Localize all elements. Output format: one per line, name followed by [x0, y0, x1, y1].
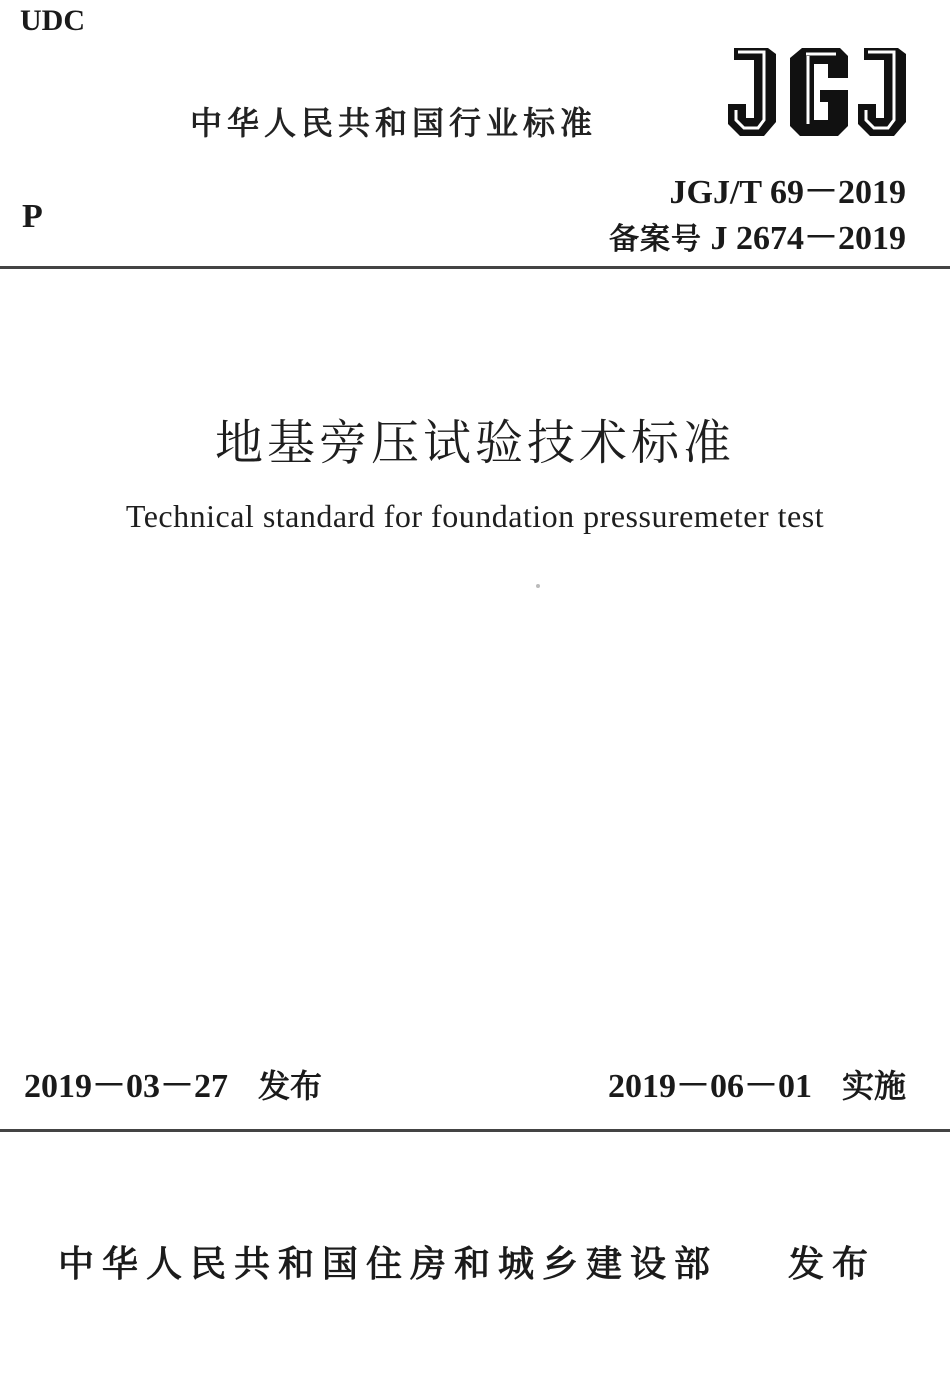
title-chinese: 地基旁压试验技术标准	[214, 417, 735, 470]
issue-label: 发布	[258, 1067, 323, 1105]
issuing-action: 发布	[788, 1244, 877, 1285]
standard-number: JGJ/T 69－2019	[669, 174, 906, 211]
implement-label: 实施	[841, 1067, 906, 1105]
filing-label: 备案号	[609, 222, 702, 257]
issue-date-block	[24, 1058, 322, 1107]
title-english: Technical standard for foundation pressuremeter test	[125, 498, 825, 534]
category-code: P	[22, 198, 43, 235]
jgj-logo-mark	[728, 48, 906, 136]
implement-date-block	[608, 1058, 906, 1107]
header-divider	[0, 266, 950, 269]
udc-label: UDC	[20, 4, 85, 37]
jgj-logo	[724, 40, 912, 144]
scan-speck	[536, 584, 540, 588]
footer-divider	[0, 1129, 950, 1132]
filing-number: J 2674－2019	[710, 220, 906, 257]
industry-standard-heading: 中华人民共和国行业标准	[190, 104, 598, 142]
issue-date: 2019－03－27	[24, 1068, 228, 1105]
filing-record	[609, 210, 906, 259]
implement-date: 2019－06－01	[607, 1068, 812, 1105]
issuing-ministry: 中华人民共和国住房和城乡建设部	[58, 1244, 719, 1285]
